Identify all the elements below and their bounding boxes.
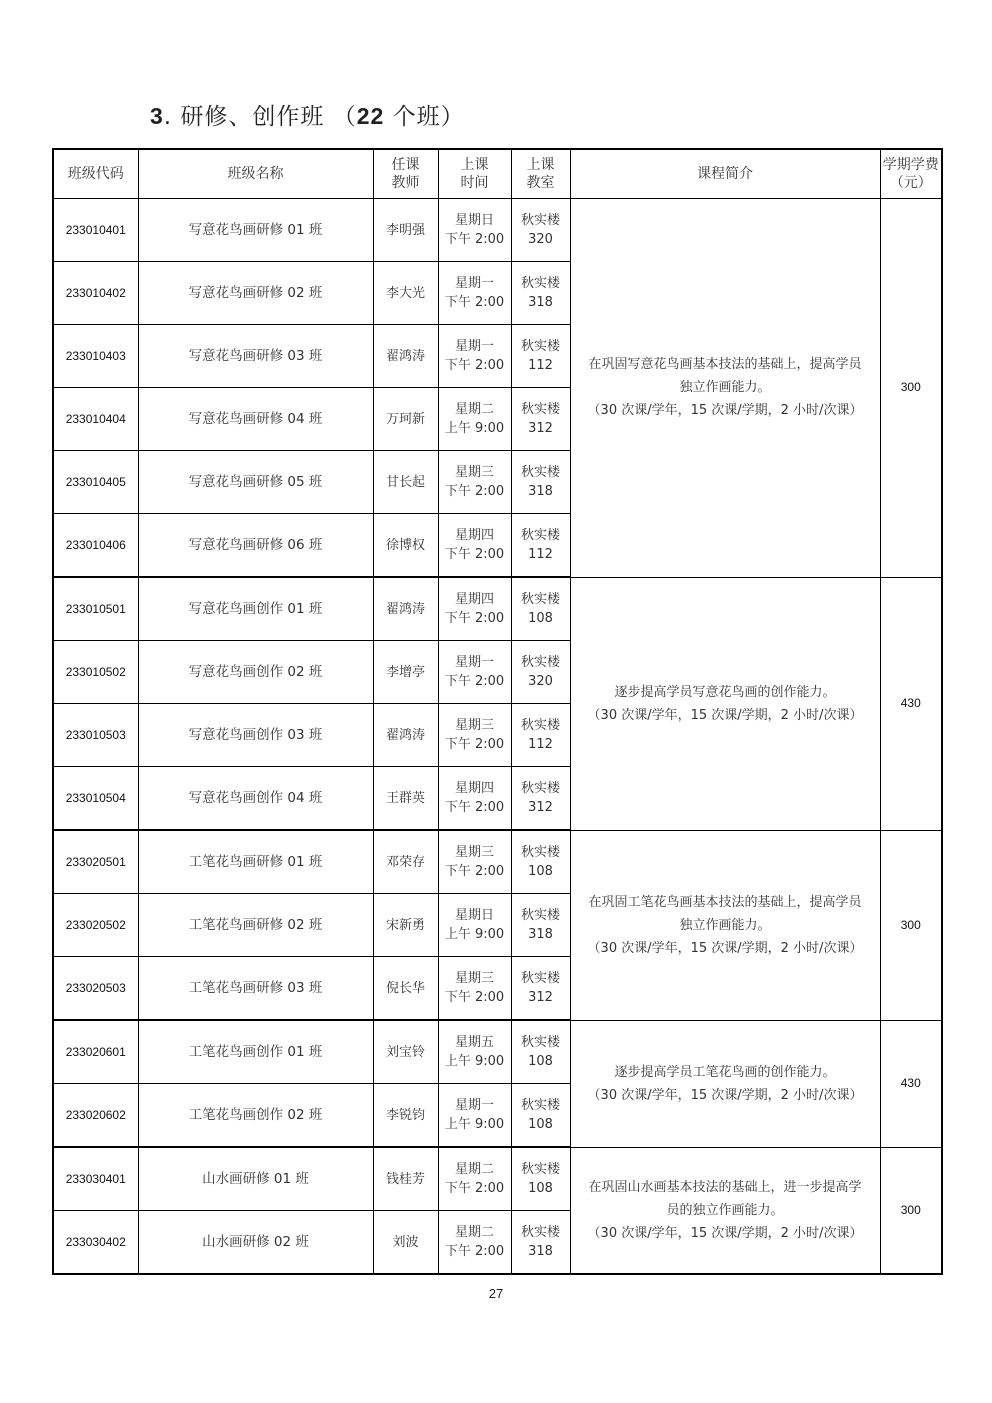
header-teacher [373, 149, 438, 199]
header-room [511, 149, 570, 199]
class-hour: 下午 2:00 [444, 232, 505, 247]
class-day: 星期一 [454, 1098, 494, 1113]
page-number: 27 [488, 1286, 504, 1301]
class-name: 写意花鸟画创作 03 班 [138, 704, 373, 767]
class-hour: 上午 9:00 [444, 927, 505, 942]
classroom-building: 秋实楼 [520, 1035, 560, 1050]
course-table [52, 148, 943, 1275]
class-code: 233010503 [53, 704, 138, 767]
class-time [438, 704, 511, 767]
header-fee-line2: （元） [889, 175, 932, 191]
teacher-name: 邓荣存 [373, 830, 438, 894]
header-room-line1: 上课 [526, 157, 555, 173]
class-day: 星期二 [454, 1162, 494, 1177]
classroom-number: 318 [528, 927, 553, 942]
teacher-name: 徐博权 [373, 514, 438, 578]
class-hour: 下午 2:00 [444, 1181, 505, 1196]
section-number: 3 [150, 103, 164, 129]
class-hour: 下午 2:00 [444, 1244, 505, 1259]
classroom [511, 767, 570, 831]
teacher-name: 李增亭 [373, 641, 438, 704]
class-name: 写意花鸟画研修 01 班 [138, 199, 373, 262]
header-time-line2: 时间 [460, 175, 489, 191]
intro-line1: 在巩固写意花鸟画基本技法的基础上，提高学员 [588, 357, 862, 373]
classroom [511, 957, 570, 1021]
class-name: 写意花鸟画研修 02 班 [138, 262, 373, 325]
classroom-number: 108 [528, 1054, 553, 1069]
class-code: 233010405 [53, 451, 138, 514]
teacher-name: 倪长华 [373, 957, 438, 1021]
class-day: 星期三 [454, 465, 494, 480]
classroom-building: 秋实楼 [520, 655, 560, 670]
tuition-fee: 300 [880, 830, 942, 1020]
teacher-name: 翟鸿涛 [373, 704, 438, 767]
teacher-name: 甘长起 [373, 451, 438, 514]
classroom [511, 577, 570, 641]
classroom-building: 秋实楼 [520, 213, 560, 228]
class-day: 星期二 [454, 1225, 494, 1240]
class-day: 星期五 [454, 1035, 494, 1050]
class-time [438, 830, 511, 894]
classroom-building: 秋实楼 [520, 592, 560, 607]
classroom-number: 312 [528, 990, 553, 1005]
class-name: 工笔花鸟画研修 02 班 [138, 894, 373, 957]
class-time [438, 641, 511, 704]
class-time [438, 767, 511, 831]
intro-line1: 逐步提高学员工笔花鸟画的创作能力。 [614, 1064, 836, 1080]
class-day: 星期四 [454, 781, 494, 796]
intro-line3: （30 次课/学年，15 次课/学期，2 小时/次课） [587, 403, 863, 419]
class-name: 写意花鸟画研修 06 班 [138, 514, 373, 578]
class-code: 233010402 [53, 262, 138, 325]
class-code: 233010401 [53, 199, 138, 262]
course-intro [570, 830, 880, 1020]
class-day: 星期日 [454, 213, 494, 228]
teacher-name: 刘宝铃 [373, 1020, 438, 1084]
teacher-name: 万珂新 [373, 388, 438, 451]
classroom-number: 320 [528, 674, 553, 689]
header-name: 班级名称 [138, 149, 373, 199]
class-time [438, 325, 511, 388]
intro-line1: 在巩固工笔花鸟画基本技法的基础上，提高学员 [588, 894, 862, 910]
class-name: 山水画研修 02 班 [138, 1211, 373, 1275]
class-time [438, 957, 511, 1021]
classroom [511, 451, 570, 514]
teacher-name: 李大光 [373, 262, 438, 325]
table-row [53, 199, 942, 262]
classroom-number: 112 [528, 547, 553, 562]
intro-line1: 逐步提高学员写意花鸟画的创作能力。 [614, 684, 836, 700]
class-name: 写意花鸟画研修 05 班 [138, 451, 373, 514]
course-intro [570, 1147, 880, 1274]
header-fee [880, 149, 942, 199]
class-code: 233010502 [53, 641, 138, 704]
table-row [53, 1147, 942, 1211]
class-hour: 下午 2:00 [444, 547, 505, 562]
class-hour: 下午 2:00 [444, 484, 505, 499]
header-fee-line1: 学期学费 [882, 157, 939, 173]
header-room-line2: 教室 [526, 175, 555, 191]
class-hour: 下午 2:00 [444, 611, 505, 626]
course-intro [570, 1020, 880, 1147]
classroom [511, 1147, 570, 1211]
class-day: 星期二 [454, 402, 494, 417]
classroom-building: 秋实楼 [520, 528, 560, 543]
section-title: . 研修、创作班 （ [163, 104, 357, 130]
classroom-number: 318 [528, 484, 553, 499]
classroom-building: 秋实楼 [520, 1162, 560, 1177]
course-intro [570, 577, 880, 830]
classroom-building: 秋实楼 [520, 971, 560, 986]
header-time [438, 149, 511, 199]
classroom-number: 108 [528, 611, 553, 626]
classroom-number: 112 [528, 737, 553, 752]
class-hour: 上午 9:00 [444, 421, 505, 436]
class-day: 星期四 [454, 592, 494, 607]
intro-line1: 在巩固山水画基本技法的基础上，进一步提高学 [588, 1179, 862, 1195]
class-day: 星期四 [454, 528, 494, 543]
classroom [511, 1084, 570, 1148]
class-name: 写意花鸟画研修 03 班 [138, 325, 373, 388]
table-row [53, 577, 942, 641]
intro-line3: （30 次课/学年，15 次课/学期，2 小时/次课） [587, 1087, 863, 1103]
class-day: 星期三 [454, 718, 494, 733]
class-code: 233020501 [53, 830, 138, 894]
table-row [53, 830, 942, 894]
teacher-name: 宋新勇 [373, 894, 438, 957]
class-time [438, 451, 511, 514]
class-time [438, 894, 511, 957]
header-teacher-line1: 任课 [391, 157, 420, 173]
tuition-fee: 300 [880, 1147, 942, 1274]
intro-line2: 独立作画能力。 [679, 380, 771, 396]
class-name: 工笔花鸟画创作 01 班 [138, 1020, 373, 1084]
classroom [511, 641, 570, 704]
classroom-building: 秋实楼 [520, 781, 560, 796]
classroom [511, 830, 570, 894]
class-code: 233010406 [53, 514, 138, 578]
intro-line3: （30 次课/学年，15 次课/学期，2 小时/次课） [587, 707, 863, 723]
class-code: 233010403 [53, 325, 138, 388]
class-name: 工笔花鸟画研修 01 班 [138, 830, 373, 894]
class-day: 星期日 [454, 908, 494, 923]
teacher-name: 李锐钧 [373, 1084, 438, 1148]
classroom-number: 108 [528, 864, 553, 879]
class-hour: 下午 2:00 [444, 295, 505, 310]
classroom-building: 秋实楼 [520, 1098, 560, 1113]
class-time [438, 1211, 511, 1275]
class-code: 233010404 [53, 388, 138, 451]
teacher-name: 钱桂芳 [373, 1147, 438, 1211]
table-body [53, 199, 942, 1275]
class-code: 233030401 [53, 1147, 138, 1211]
teacher-name: 李明强 [373, 199, 438, 262]
tuition-fee: 430 [880, 1020, 942, 1147]
classroom-number: 108 [528, 1181, 553, 1196]
header-time-line1: 上课 [460, 157, 489, 173]
classroom [511, 894, 570, 957]
class-day: 星期一 [454, 655, 494, 670]
classroom-building: 秋实楼 [520, 845, 560, 860]
classroom [511, 199, 570, 262]
class-day: 星期一 [454, 276, 494, 291]
class-hour: 上午 9:00 [444, 1054, 505, 1069]
class-hour: 下午 2:00 [444, 800, 505, 815]
class-code: 233010504 [53, 767, 138, 831]
classroom-building: 秋实楼 [520, 908, 560, 923]
class-code: 233030402 [53, 1211, 138, 1275]
table-row [53, 1020, 942, 1084]
classroom-number: 312 [528, 421, 553, 436]
class-name: 工笔花鸟画研修 03 班 [138, 957, 373, 1021]
intro-line3: （30 次课/学年，15 次课/学期，2 小时/次课） [587, 1225, 863, 1241]
classroom [511, 325, 570, 388]
class-name: 写意花鸟画研修 04 班 [138, 388, 373, 451]
course-intro [570, 199, 880, 578]
teacher-name: 王群英 [373, 767, 438, 831]
header-intro: 课程简介 [570, 149, 880, 199]
intro-line3: （30 次课/学年，15 次课/学期，2 小时/次课） [587, 940, 863, 956]
classroom-building: 秋实楼 [520, 402, 560, 417]
class-code: 233010501 [53, 577, 138, 641]
classroom-building: 秋实楼 [520, 339, 560, 354]
class-name: 写意花鸟画创作 01 班 [138, 577, 373, 641]
classroom [511, 1211, 570, 1275]
class-day: 星期三 [454, 845, 494, 860]
classroom-number: 318 [528, 295, 553, 310]
class-time [438, 262, 511, 325]
classroom-building: 秋实楼 [520, 465, 560, 480]
classroom-number: 320 [528, 232, 553, 247]
class-name: 写意花鸟画创作 02 班 [138, 641, 373, 704]
class-time [438, 514, 511, 578]
intro-line2: 员的独立作画能力。 [666, 1202, 784, 1218]
class-code: 233020503 [53, 957, 138, 1021]
class-name: 山水画研修 01 班 [138, 1147, 373, 1211]
class-code: 233020601 [53, 1020, 138, 1084]
teacher-name: 刘波 [373, 1211, 438, 1275]
class-day: 星期三 [454, 971, 494, 986]
classroom-number: 108 [528, 1117, 553, 1132]
section-title-tail: 个班） [384, 104, 465, 130]
class-hour: 下午 2:00 [444, 358, 505, 373]
class-time [438, 577, 511, 641]
classroom [511, 1020, 570, 1084]
classroom [511, 704, 570, 767]
class-time [438, 1020, 511, 1084]
classroom-building: 秋实楼 [520, 718, 560, 733]
classroom [511, 262, 570, 325]
teacher-name: 翟鸿涛 [373, 325, 438, 388]
section-heading [150, 98, 465, 131]
header-code: 班级代码 [53, 149, 138, 199]
teacher-name: 翟鸿涛 [373, 577, 438, 641]
tuition-fee: 430 [880, 577, 942, 830]
class-hour: 下午 2:00 [444, 737, 505, 752]
class-count: 22 [356, 103, 385, 129]
classroom-number: 112 [528, 358, 553, 373]
class-time [438, 199, 511, 262]
header-teacher-line2: 教师 [391, 175, 420, 191]
class-hour: 下午 2:00 [444, 674, 505, 689]
classroom-number: 318 [528, 1244, 553, 1259]
class-hour: 下午 2:00 [444, 864, 505, 879]
intro-line2: 独立作画能力。 [679, 917, 771, 933]
classroom [511, 514, 570, 578]
class-time [438, 388, 511, 451]
classroom [511, 388, 570, 451]
class-hour: 上午 9:00 [444, 1117, 505, 1132]
tuition-fee: 300 [880, 199, 942, 578]
class-code: 233020602 [53, 1084, 138, 1148]
classroom-building: 秋实楼 [520, 276, 560, 291]
class-name: 写意花鸟画创作 04 班 [138, 767, 373, 831]
classroom-number: 312 [528, 800, 553, 815]
class-day: 星期一 [454, 339, 494, 354]
class-code: 233020502 [53, 894, 138, 957]
header-row [53, 149, 942, 199]
classroom-building: 秋实楼 [520, 1225, 560, 1240]
class-time [438, 1147, 511, 1211]
class-time [438, 1084, 511, 1148]
class-hour: 下午 2:00 [444, 990, 505, 1005]
class-name: 工笔花鸟画创作 02 班 [138, 1084, 373, 1148]
